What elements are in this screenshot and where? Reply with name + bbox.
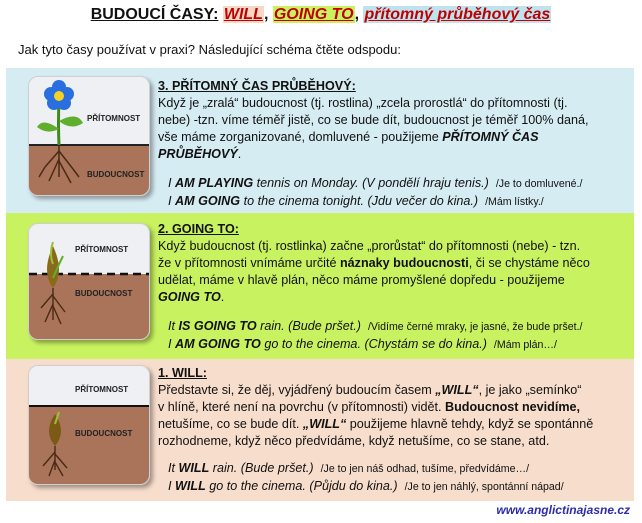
pc-line-4-end: . bbox=[237, 147, 242, 161]
title-will: WILL bbox=[223, 6, 263, 23]
title-sep-2: , bbox=[354, 6, 360, 23]
will-line-1a: Představte si, že děj, vyjádřený budoucím časem bbox=[158, 383, 436, 397]
will-line-3c: použijeme hlavně tehdy, když se spontánně bbox=[346, 417, 594, 431]
ex-gt-1-bold: IS GOING TO bbox=[178, 319, 257, 333]
ex-pc-1-note: /Je to domluvené./ bbox=[495, 178, 583, 190]
gt-line-2 bbox=[158, 255, 624, 272]
pc-line-1: Když je „zralá“ budoucnost (tj. rostlina) „zcela prorostlá“ do přítomnosti (tj. bbox=[158, 96, 568, 110]
ex-gt-1-note: /Vidíme černé mraky, je jasné, že bude pršet./ bbox=[367, 321, 583, 333]
will-line-1c: , je jako „semínko“ bbox=[478, 383, 582, 397]
will-line-4: rozhodneme, když něco předvídáme, když netušíme, co se stane, atd. bbox=[158, 434, 550, 448]
pc-term-end: PRŮBĚHOVÝ bbox=[158, 147, 238, 161]
gt-line-4 bbox=[158, 289, 624, 306]
ex-will-2-bold: WILL bbox=[175, 479, 206, 493]
will-line-3a: netušíme, co se bude dít. bbox=[158, 417, 303, 431]
ex-gt-2-pre: I bbox=[168, 337, 175, 351]
label-present: PŘÍTOMNOST bbox=[87, 114, 141, 123]
example-pc-2 bbox=[168, 192, 544, 211]
pc-line-3a: vše máme zorganizované, domluvené - použijeme bbox=[158, 130, 443, 144]
going-to-explanation bbox=[158, 221, 624, 306]
ex-will-1-rest: rain. (Bude pršet.) bbox=[209, 461, 314, 475]
label-present: PŘÍTOMNOST bbox=[75, 245, 129, 254]
will-line-2a: v hlíně, které není na povrchu (v přítomnosti) vidět. bbox=[158, 400, 445, 414]
will-line-1b: „WILL“ bbox=[435, 383, 479, 397]
ex-pc-2-pre: I bbox=[168, 194, 175, 208]
ex-will-1-bold: WILL bbox=[178, 461, 210, 475]
example-gt-1 bbox=[168, 317, 582, 336]
ex-gt-2-bold: AM GOING TO bbox=[175, 337, 261, 351]
example-will-1 bbox=[168, 459, 529, 478]
ex-gt-1-pre: It bbox=[168, 319, 179, 333]
ex-will-2-rest: go to the cinema. (Půjdu do kina.) bbox=[205, 479, 398, 493]
ex-pc-1-pre: I bbox=[168, 176, 175, 190]
ex-pc-2-bold: AM GOING bbox=[175, 194, 241, 208]
will-heading: 1. WILL: bbox=[158, 366, 207, 380]
ex-gt-2-rest: go to the cinema. (Chystám se do kina.) bbox=[260, 337, 487, 351]
title-going-to: GOING TO bbox=[273, 6, 354, 23]
label-future: BUDOUCNOST bbox=[75, 289, 133, 298]
section-will bbox=[6, 359, 634, 501]
ex-pc-1-bold: AM PLAYING bbox=[175, 176, 254, 190]
gt-line-2a: že v přítomnosti vnímáme určité bbox=[158, 256, 340, 270]
intro-text: Jak tyto časy používat v praxi? Následující schéma čtěte odspodu: bbox=[18, 42, 401, 57]
gt-term: GOING TO bbox=[158, 290, 221, 304]
will-line-3b: „WILL“ bbox=[302, 417, 347, 431]
plant-image-sprouting bbox=[28, 223, 150, 340]
ex-pc-2-note: /Mám lístky./ bbox=[485, 196, 544, 208]
ex-will-1-pre: It bbox=[168, 461, 179, 475]
ex-gt-2-note: /Mám plán…/ bbox=[493, 339, 557, 351]
gt-line-2b: náznaky budoucnosti bbox=[339, 256, 469, 270]
going-to-heading: 2. GOING TO: bbox=[158, 222, 239, 236]
ex-will-1-note: /Je to jen náš odhad, tušíme, předvídáme…/ bbox=[320, 463, 530, 475]
label-future: BUDOUCNOST bbox=[75, 429, 133, 438]
will-line-2b: Budoucnost nevidíme, bbox=[445, 400, 581, 414]
pc-line-4 bbox=[158, 146, 624, 163]
website-url[interactable]: www.anglictinajasne.cz bbox=[496, 503, 630, 517]
title-prefix: BUDOUCÍ ČASY: bbox=[90, 6, 219, 23]
will-line-3 bbox=[158, 416, 624, 433]
example-gt-2 bbox=[168, 335, 557, 354]
gt-line-4-end: . bbox=[220, 290, 225, 304]
will-line-2 bbox=[158, 399, 624, 416]
plant-image-full-growth bbox=[28, 76, 150, 196]
pc-term: PŘÍTOMNÝ ČAS bbox=[442, 130, 539, 144]
title-sep-1: , bbox=[263, 6, 269, 23]
ex-will-2-note: /Je to jen náhlý, spontánní nápad/ bbox=[404, 481, 564, 493]
will-line-1 bbox=[158, 382, 624, 399]
present-continuous-explanation bbox=[158, 78, 624, 163]
ex-pc-1-rest: tennis on Monday. (V pondělí hraju tenis.) bbox=[253, 176, 489, 190]
section-going-to bbox=[6, 213, 634, 359]
gt-line-2c: , či se chystáme něco bbox=[468, 256, 590, 270]
page-title bbox=[0, 6, 642, 24]
plant-image-seed bbox=[28, 365, 150, 485]
label-future: BUDOUCNOST bbox=[87, 170, 145, 179]
label-present: PŘÍTOMNOST bbox=[75, 385, 129, 394]
pc-line-2: nebe) -tzn. víme téměř jistě, co se bude dít, budoucnost je téměř 100% daná, bbox=[158, 113, 589, 127]
present-continuous-heading: 3. PŘÍTOMNÝ ČAS PRŮBĚHOVÝ: bbox=[158, 79, 356, 93]
example-will-2 bbox=[168, 477, 564, 496]
ex-pc-2-rest: to the cinema tonight. (Jdu večer do kina.) bbox=[240, 194, 479, 208]
section-present-continuous bbox=[6, 68, 634, 213]
gt-line-3: udělat, máme v hlavě plán, něco máme promyšlené dopředu - použijeme bbox=[158, 273, 565, 287]
will-explanation bbox=[158, 365, 624, 450]
ex-will-2-pre: I bbox=[168, 479, 175, 493]
pc-line-3 bbox=[158, 129, 624, 146]
gt-line-1: Když budoucnost (tj. rostlinka) začne „prorůstat“ do přítomnosti (nebe) - tzn. bbox=[158, 239, 581, 253]
title-present-continuous: přítomný průběhový čas bbox=[364, 6, 551, 23]
example-pc-1 bbox=[168, 174, 582, 193]
ex-gt-1-rest: rain. (Bude pršet.) bbox=[256, 319, 361, 333]
